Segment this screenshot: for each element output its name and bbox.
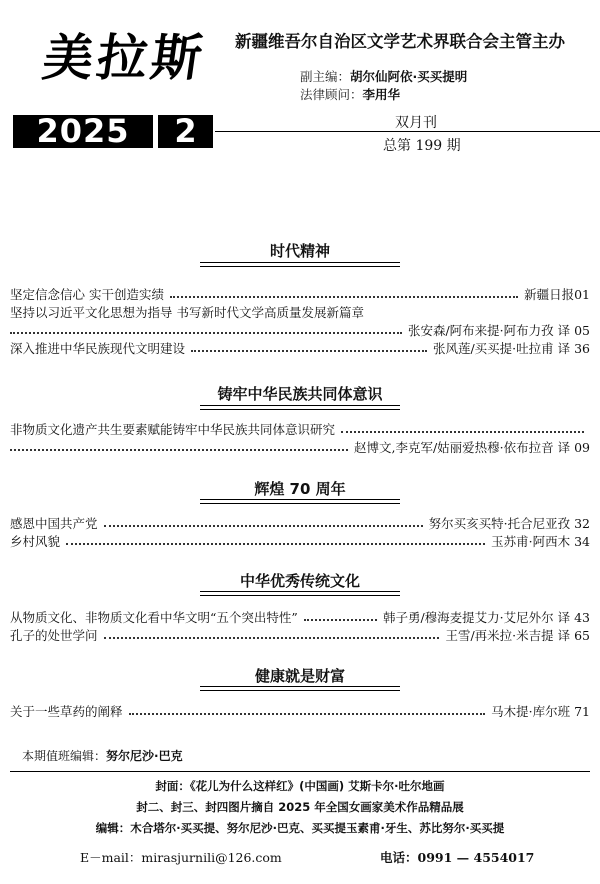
section-divider (200, 499, 400, 504)
inner-cover-credit: 封二、封三、封四图片摘自 2025 年全国女画家美术作品精品展 (136, 800, 464, 814)
toc-entry-author: 玉苏甫·阿西木 34 (491, 534, 590, 549)
toc-entry-title: 坚定信念信心 实干创造实绩 (10, 287, 164, 302)
legal-advisor-label: 法律顾问： (300, 87, 363, 102)
toc-entry[interactable] (10, 702, 590, 720)
dot-leader (66, 542, 485, 545)
magazine-logo: 美拉斯 (39, 28, 210, 87)
duty-editor-name: 努尔尼沙·巴克 (106, 749, 183, 763)
deputy-editor-name: 胡尔仙阿依·买买提明 (350, 69, 468, 84)
toc-entry[interactable] (10, 339, 590, 357)
contact-phone: 电话：0991 — 4554017 (380, 850, 535, 865)
toc-entry[interactable] (10, 303, 590, 321)
contact-email[interactable]: E－mail：mirasjurnili@126.com (80, 850, 282, 865)
toc-entry[interactable] (10, 608, 590, 626)
dot-leader (129, 712, 486, 715)
toc-entry[interactable] (10, 420, 590, 438)
toc-entry-title: 深入推进中华民族现代文明建设 (10, 341, 186, 356)
section-divider (200, 686, 400, 691)
legal-advisor-line (300, 85, 400, 103)
sponsor-line: 新疆维吾尔自治区文学艺术界联合会主管主办 (235, 32, 565, 51)
publication-frequency: 双月刊 (395, 115, 437, 131)
section-title-spirit: 时代精神 (269, 242, 330, 260)
toc-entry-author: 王雪/再米拉·米吉提 译 65 (445, 628, 590, 643)
legal-advisor-name: 李用华 (362, 87, 401, 102)
toc-entry-continuation[interactable] (10, 438, 590, 456)
toc-entry-title: 关于一些草药的阐释 (10, 704, 123, 719)
deputy-editor-line (300, 67, 467, 85)
toc-entry-author: 马木提·库尔班 71 (491, 704, 590, 719)
dot-leader (304, 618, 377, 621)
issue-year: 2025 (13, 115, 153, 148)
toc-entry-author: 赵博文,李克军/姑丽爱热穆·依布拉音 译 09 (353, 440, 590, 455)
dot-leader (170, 295, 518, 298)
toc-entry-author: 新疆日报01 (524, 287, 590, 302)
duty-editor-label: 本期值班编辑： (22, 749, 107, 763)
toc-entry-author: 努尔买亥买特·托合尼亚孜 32 (428, 516, 590, 531)
toc-entry-title: 非物质文化遗产共生要素赋能铸牢中华民族共同体意识研究 (10, 422, 336, 437)
toc-entry[interactable] (10, 626, 590, 644)
dot-leader (10, 331, 402, 334)
editors-credit: 编辑：木合塔尔·买买提、努尔尼沙·巴克、买买提玉素甫·牙生、苏比努尔·买买提 (95, 821, 505, 835)
toc-entry-title: 乡村风貌 (10, 534, 61, 549)
dot-leader (104, 524, 423, 527)
duty-editor-line (22, 747, 183, 764)
toc-entry-continuation[interactable] (10, 321, 590, 339)
issue-number: 2 (158, 115, 213, 148)
section-title-community: 铸牢中华民族共同体意识 (217, 385, 383, 403)
dot-leader (104, 636, 440, 639)
dot-leader (191, 349, 427, 352)
toc-entry[interactable] (10, 285, 590, 303)
section-title-tradition: 中华优秀传统文化 (239, 572, 360, 590)
section-divider (200, 405, 400, 410)
section-title-anniversary: 辉煌 70 周年 (254, 480, 346, 498)
cover-credit: 封面：《花儿为什么这样红》(中国画) 艾斯卡尔·吐尔地画 (155, 779, 445, 793)
toc-entry-author: 张安森/阿布来提·阿布力孜 译 05 (407, 323, 590, 338)
toc-entry-title: 孔子的处世学问 (10, 628, 98, 643)
section-divider (200, 591, 400, 596)
toc-entry[interactable] (10, 514, 590, 532)
toc-entry-title: 感恩中国共产党 (10, 516, 98, 531)
toc-entry-author: 张风莲/买买提·吐拉甫 译 36 (432, 341, 590, 356)
section-title-health: 健康就是财富 (254, 667, 345, 685)
toc-entry[interactable] (10, 532, 590, 550)
section-divider (200, 262, 400, 267)
deputy-editor-label: 副主编： (300, 69, 351, 84)
toc-entry-title: 从物质文化、非物质文化看中华文明“五个突出特性” (10, 610, 298, 625)
dot-leader (341, 430, 584, 433)
toc-entry-title: 坚持以习近平文化思想为指导 书写新时代文学高质量发展新篇章 (10, 305, 364, 320)
footer-divider (10, 771, 590, 772)
total-issue-number: 总第 199 期 (383, 138, 461, 154)
toc-entry-author: 韩子勇/穆海麦提艾力·艾尼外尔 译 43 (382, 610, 590, 625)
dot-leader (10, 448, 348, 451)
